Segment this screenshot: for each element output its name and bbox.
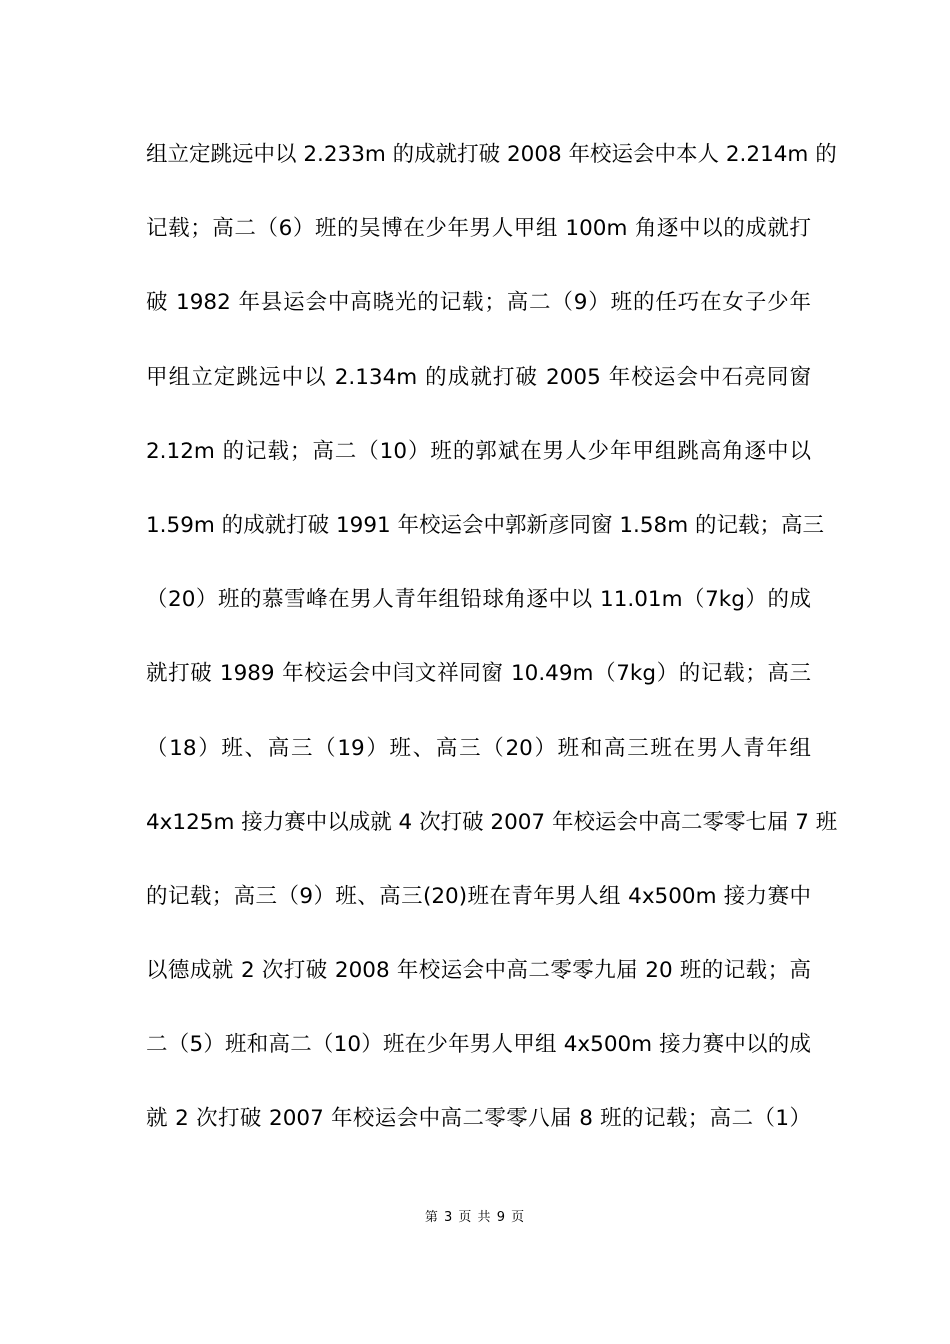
text-line: 二（5）班和高二（10）班在少年男人甲组 4x500m 接力赛中以的成 bbox=[146, 1032, 811, 1058]
text-line: 1.59m 的成就打破 1991 年校运会中郭新彦同窗 1.58m 的记载；高三 bbox=[146, 512, 825, 538]
text-line: 的记载；高三（9）班、高三(20)班在青年男人组 4x500m 接力赛中 bbox=[146, 883, 811, 909]
text-line: 就 2 次打破 2007 年校运会中高二零零八届 8 班的记载；高二（1） bbox=[146, 1106, 811, 1132]
text-line: 就打破 1989 年校运会中闫文祥同窗 10.49m（7kg）的记载；高三 bbox=[146, 661, 811, 687]
text-line: 4x125m 接力赛中以成就 4 次打破 2007 年校运会中高二零零七届 7 班 bbox=[146, 809, 838, 835]
page-number-footer: 第 3 页 共 9 页 bbox=[424, 1210, 526, 1225]
text-line: 组立定跳远中以 2.233m 的成就打破 2008 年校运会中本人 2.214m 的 bbox=[146, 142, 837, 167]
text-line: （18）班、高三（19）班、高三（20）班和高三班在男人青年组 bbox=[146, 735, 811, 761]
text-line: 记载；高二（6）班的吴博在少年男人甲组 100m 角逐中以的成就打 bbox=[146, 216, 811, 242]
text-line: 以德成就 2 次打破 2008 年校运会中高二零零九届 20 班的记载；高 bbox=[146, 958, 811, 984]
text-line: （20）班的慕雪峰在男人青年组铅球角逐中以 11.01m（7kg）的成 bbox=[146, 587, 811, 613]
text-line: 破 1982 年县运会中高晓光的记载；高二（9）班的任巧在女子少年 bbox=[146, 290, 811, 316]
text-line: 2.12m 的记载；高二（10）班的郭斌在男人少年甲组跳高角逐中以 bbox=[146, 438, 811, 464]
body-paragraph bbox=[146, 135, 838, 1174]
text-line: 甲组立定跳远中以 2.134m 的成就打破 2005 年校运会中石亮同窗 bbox=[146, 364, 811, 390]
